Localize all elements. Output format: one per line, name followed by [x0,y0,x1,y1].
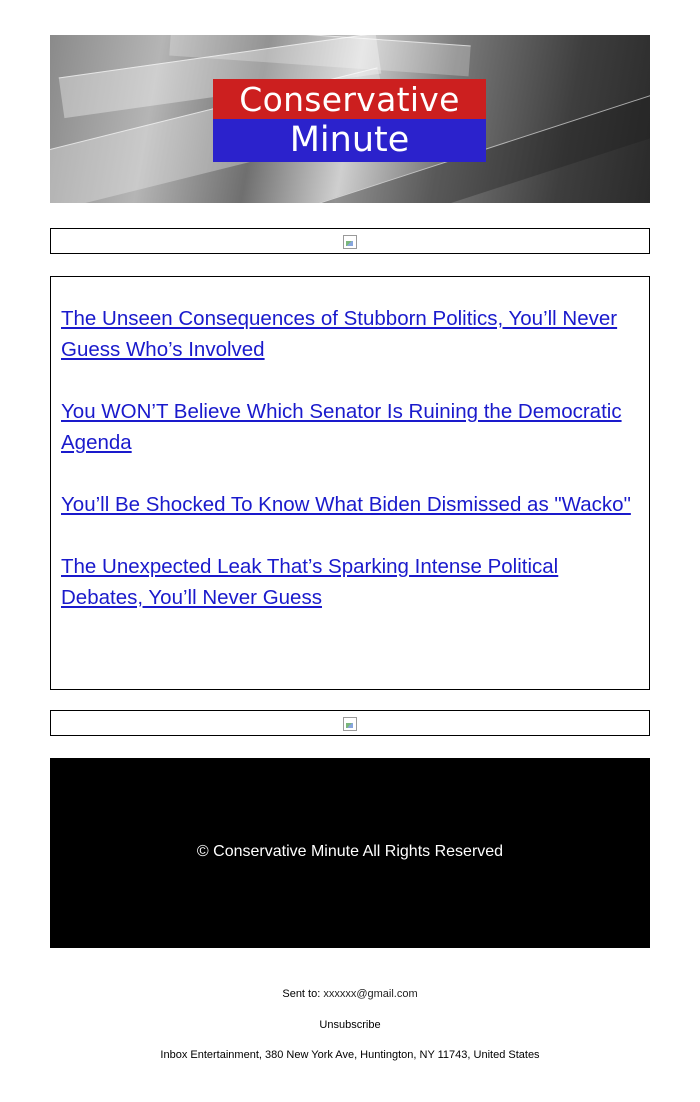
article-link-1[interactable]: The Unseen Consequences of Stubborn Politics, You’ll Never Guess Who’s Involved [61,307,618,361]
broken-image-icon [343,717,357,731]
unsubscribe-link[interactable]: Unsubscribe [319,1019,381,1031]
sent-to-line [0,988,700,1000]
footer-block [50,758,650,948]
article-list [50,276,650,690]
ad-banner-top[interactable] [50,228,650,254]
broken-image-icon [343,235,357,249]
article-link-2[interactable]: You WON’T Believe Which Senator Is Ruining the Democratic Agenda [61,400,622,454]
ad-banner-bottom[interactable] [50,710,650,736]
article-link-4[interactable]: The Unexpected Leak That’s Sparking Intense Political Debates, You’ll Never Guess [61,555,559,609]
header-banner [50,35,650,203]
sent-to-email[interactable]: xxxxxx@gmail.com [323,988,418,1000]
article-link-3[interactable]: You’ll Be Shocked To Know What Biden Dismissed as "Wacko" [61,493,631,516]
copyright-text: © Conservative Minute All Rights Reserved [196,843,504,860]
logo-line-top: Conservative [213,79,486,119]
sent-to-label: Sent to: [282,988,321,1000]
postal-address: Inbox Entertainment, 380 New York Ave, Huntington, NY 11743, United States [160,1049,540,1061]
logo-line-bottom: Minute [213,119,486,162]
brand-logo[interactable] [213,79,486,162]
